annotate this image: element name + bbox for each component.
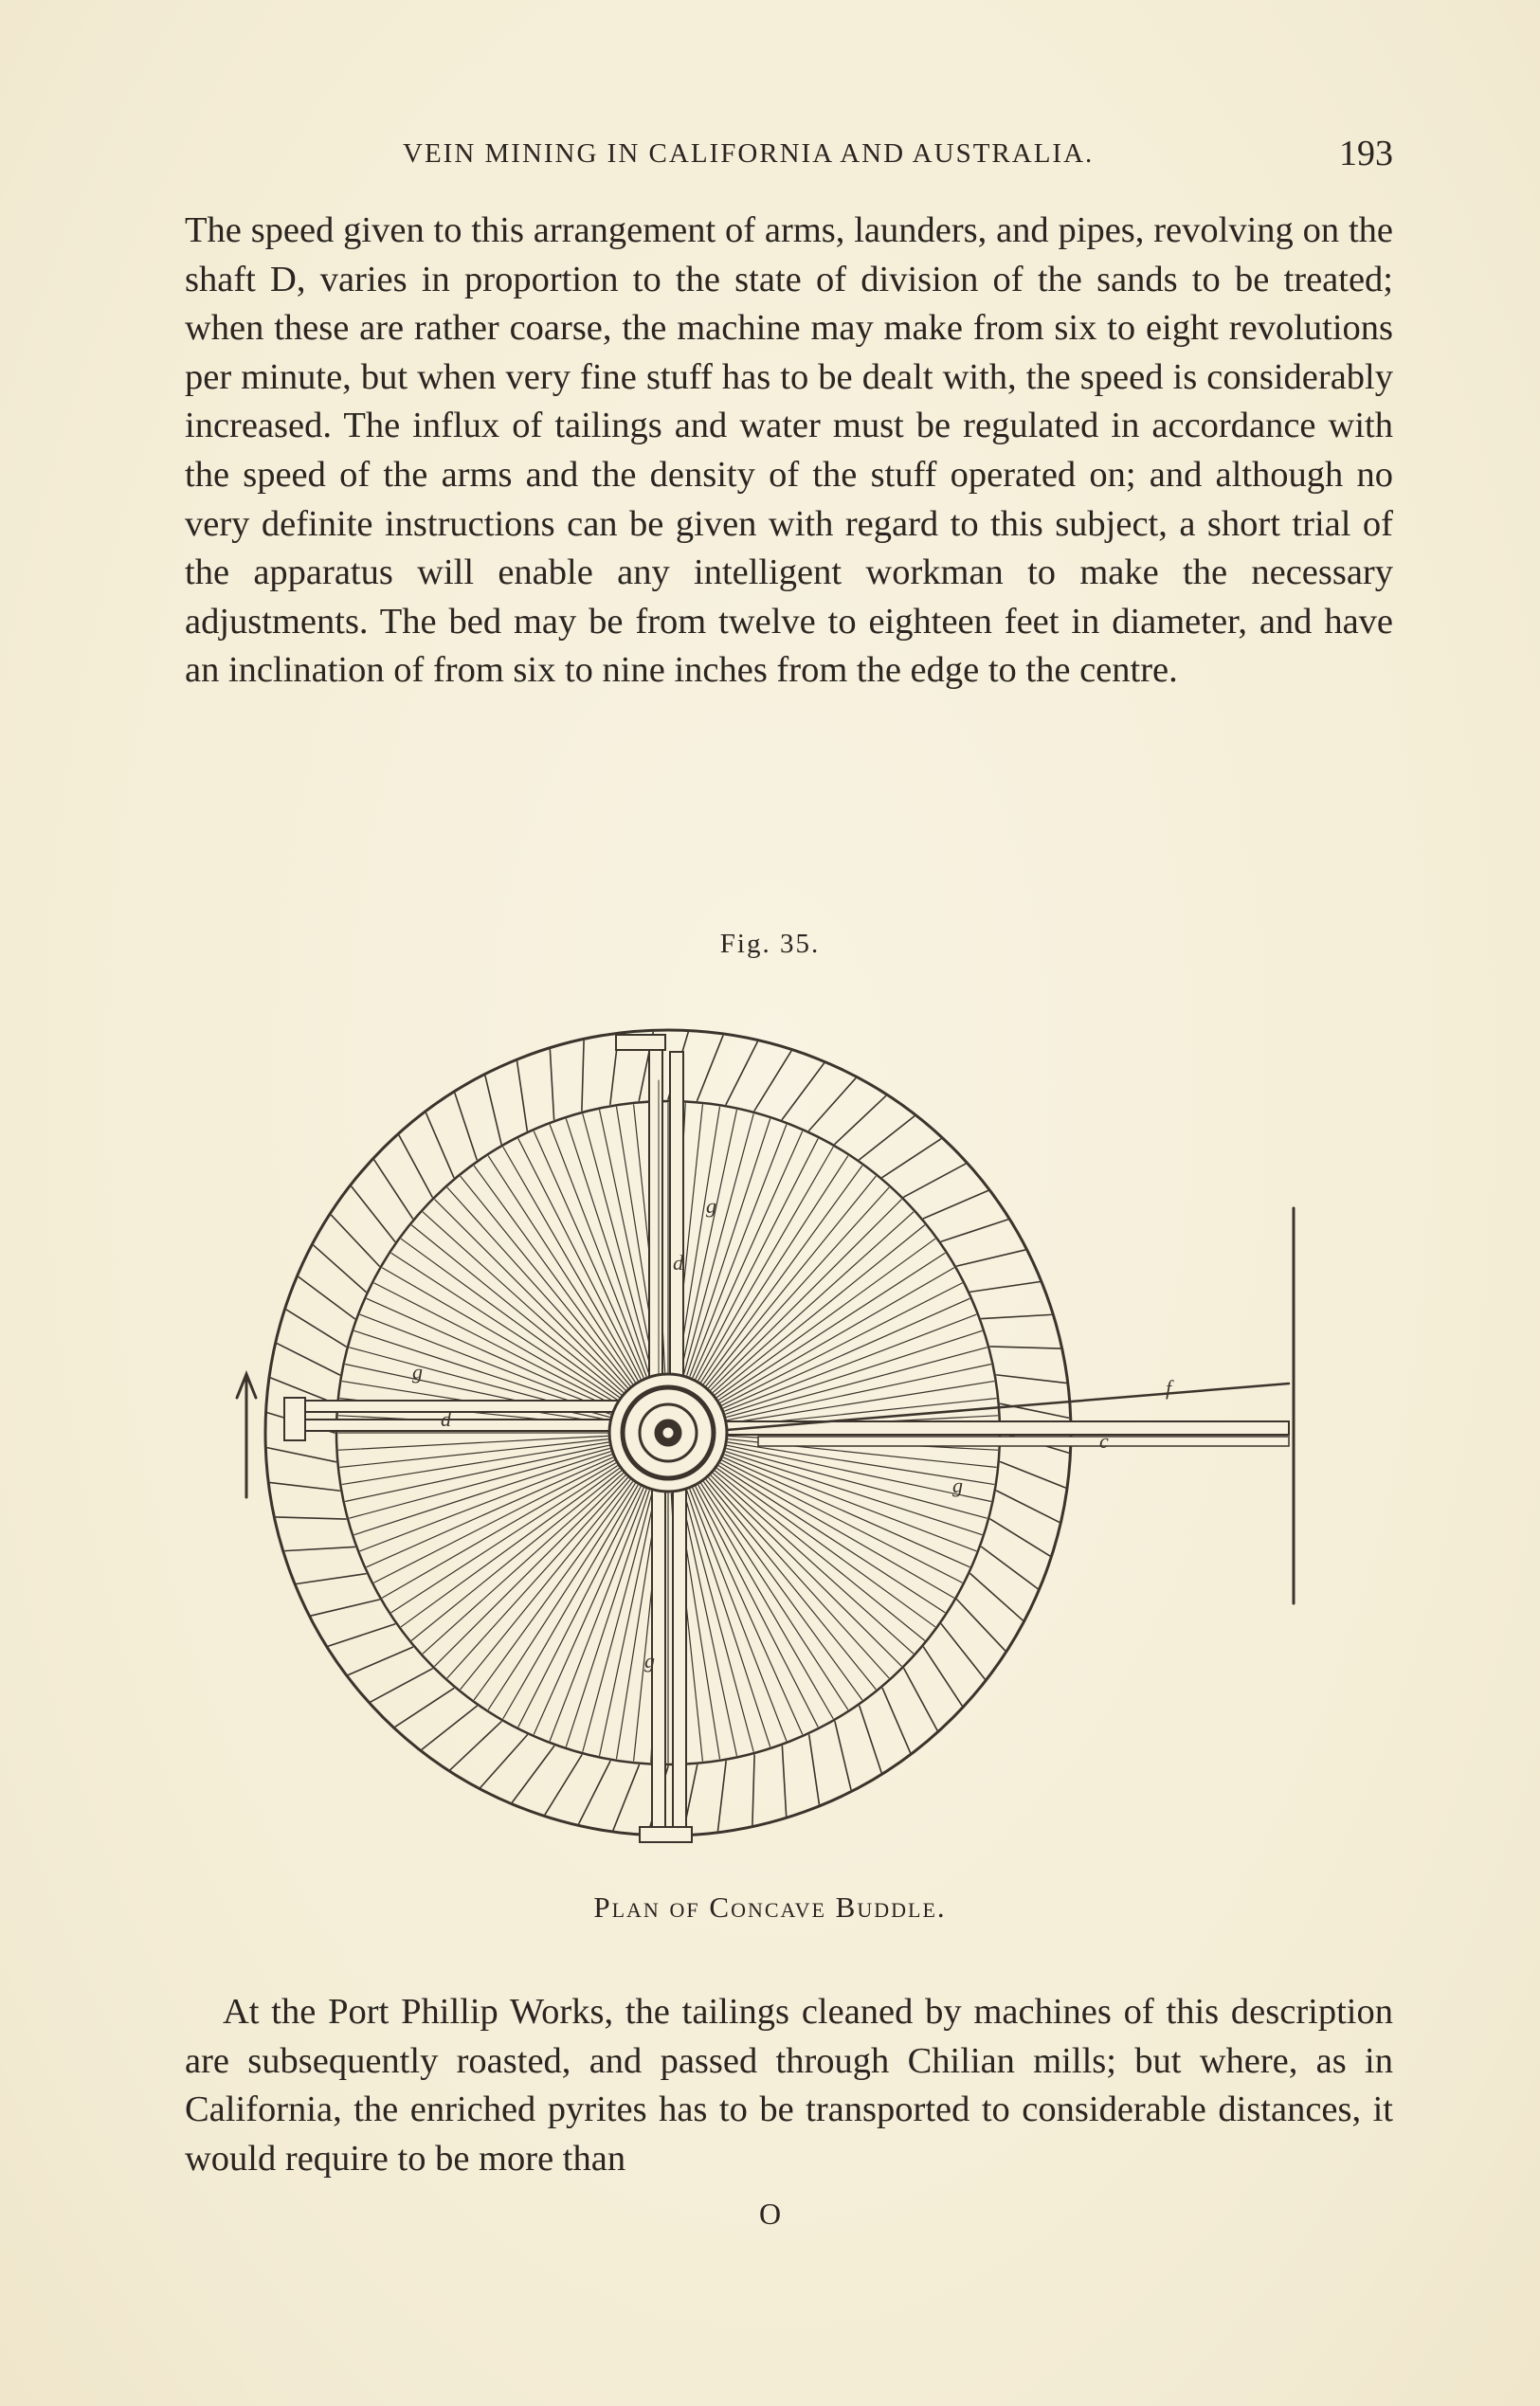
bed-ray-line xyxy=(550,1490,646,1741)
bed-ray-line xyxy=(346,1445,609,1501)
bed-ray-line xyxy=(354,1452,610,1535)
rim-hatch-line xyxy=(485,1076,501,1145)
bed-ray-line xyxy=(690,1490,787,1741)
bed-ray-line xyxy=(726,1452,982,1535)
rim-hatch-line xyxy=(809,1735,820,1804)
rim-hatch-line xyxy=(718,1762,727,1831)
rim-hatch-line xyxy=(860,1116,915,1160)
page-number: 193 xyxy=(1339,134,1393,173)
bed-ray-line xyxy=(684,1492,754,1751)
bed-ray-line xyxy=(719,1466,945,1613)
bed-ray-line xyxy=(693,1488,803,1733)
bed-ray-line xyxy=(684,1114,754,1374)
rim-hatch-line xyxy=(613,1765,639,1830)
rim-hatch-line xyxy=(297,1574,366,1584)
upper-arm xyxy=(616,1035,683,1385)
bed-ray-line xyxy=(350,1449,609,1519)
figure-label: Fig. 35. xyxy=(719,929,821,959)
bed-ray-line xyxy=(401,1469,619,1627)
rim-hatch-line xyxy=(399,1135,432,1197)
bed-ray-line xyxy=(725,1455,976,1551)
bed-ray-line xyxy=(360,1455,611,1551)
rim-hatch-line xyxy=(835,1722,851,1790)
bed-ray-line xyxy=(696,1139,818,1379)
rim-hatch-line xyxy=(835,1096,886,1144)
rim-hatch-line xyxy=(513,1746,554,1802)
rim-hatch-line xyxy=(480,1735,527,1787)
rim-hatch-line xyxy=(374,1160,412,1218)
bed-ray-line xyxy=(435,1475,625,1666)
body-paragraph-2: At the Port Phillip Works, the tailings cleaned by machines of this description are subsequently roasted, and passed through Chilian mills; but where, as in California, the enriched pyrites has to be transported to considerable distances, it would require to be more than xyxy=(185,1992,1393,2179)
rim-hatch-line xyxy=(299,1277,354,1319)
label-d-top: d xyxy=(673,1251,683,1275)
rim-hatch-line xyxy=(990,1347,1060,1348)
rim-hatch-line xyxy=(982,1547,1038,1588)
rim-hatch-line xyxy=(332,1215,379,1266)
rim-hatch-line xyxy=(982,1314,1051,1318)
bed-ray-line xyxy=(719,1253,945,1400)
bed-ray-line xyxy=(687,1119,770,1375)
bed-ray-line xyxy=(600,1492,656,1756)
bed-ray-line xyxy=(488,1484,635,1710)
bed-ray-line xyxy=(727,1348,987,1418)
rim-hatch-line xyxy=(990,1519,1050,1556)
bed-ray-line xyxy=(367,1298,612,1408)
rim-hatch-line xyxy=(352,1186,395,1241)
label-d-left: d xyxy=(441,1407,451,1431)
rim-hatch-line xyxy=(754,1051,791,1111)
bed-ray-line xyxy=(680,1111,736,1374)
rim-hatch-line xyxy=(517,1061,528,1131)
bed-ray-line xyxy=(717,1469,935,1627)
bed-ray-line xyxy=(728,1445,991,1501)
bed-ray-line xyxy=(723,1457,969,1567)
signature-mark: O xyxy=(758,2197,782,2231)
bed-ray-line xyxy=(722,1460,962,1583)
rim-hatch-line xyxy=(904,1164,966,1197)
bed-ray-line xyxy=(488,1156,635,1382)
bed-ray-line xyxy=(706,1480,876,1690)
bed-ray-line xyxy=(722,1283,962,1405)
label-g-bottom: g xyxy=(644,1649,655,1673)
running-title: VEIN MINING IN CALIFORNIA AND AUSTRALIA. xyxy=(403,138,1095,169)
rim-hatch-line xyxy=(752,1755,754,1825)
label-g-left: g xyxy=(412,1360,423,1384)
bed-ray-line xyxy=(401,1239,619,1397)
bed-ray-line xyxy=(711,1200,901,1390)
rim-hatch-line xyxy=(957,1250,1025,1266)
rim-hatch-line xyxy=(286,1310,346,1347)
rim-hatch-line xyxy=(924,1191,988,1219)
bed-ray-line xyxy=(360,1314,611,1411)
bed-ray-line xyxy=(474,1166,632,1384)
bed-ray-line xyxy=(583,1114,653,1374)
bed-ray-line xyxy=(474,1482,632,1700)
bed-ray-line xyxy=(412,1471,622,1640)
bed-ray-line xyxy=(412,1225,622,1395)
label-g-top: g xyxy=(706,1194,716,1218)
rim-hatch-line xyxy=(997,1375,1066,1384)
rim-hatch-line xyxy=(970,1574,1023,1620)
rim-hatch-line xyxy=(395,1689,453,1727)
rim-hatch-line xyxy=(809,1078,856,1131)
bed-ray-line xyxy=(680,1492,736,1756)
label-g-right: g xyxy=(952,1474,963,1497)
bed-ray-line xyxy=(374,1283,614,1405)
bed-ray-line xyxy=(693,1131,803,1377)
bed-ray-line xyxy=(391,1253,617,1400)
rim-hatch-line xyxy=(314,1245,366,1292)
bed-ray-line xyxy=(534,1488,643,1733)
bed-ray-line xyxy=(716,1225,925,1395)
bed-ray-line xyxy=(391,1466,617,1613)
buddle-plan-drawing xyxy=(227,1023,1308,1857)
rim-hatch-line xyxy=(329,1624,395,1646)
label-c-right: c xyxy=(1099,1429,1109,1453)
bed-ray-line xyxy=(711,1475,901,1666)
bed-ray-line xyxy=(717,1239,935,1397)
running-head xyxy=(185,133,1393,180)
rim-hatch-line xyxy=(882,1689,910,1753)
rim-hatch-line xyxy=(970,1282,1040,1293)
bed-ray-line xyxy=(566,1491,649,1746)
label-f-right: f xyxy=(1166,1376,1172,1400)
bed-ray-line xyxy=(704,1166,862,1384)
rim-hatch-line xyxy=(1001,1462,1065,1488)
bed-ray-line xyxy=(727,1449,987,1519)
bed-ray-line xyxy=(701,1484,848,1710)
rim-hatch-line xyxy=(579,1762,610,1824)
figure-caption: Plan of Concave Buddle. xyxy=(593,1890,947,1924)
rim-hatch-line xyxy=(957,1600,1005,1651)
right-arm xyxy=(692,1208,1294,1603)
rim-hatch-line xyxy=(422,1706,477,1749)
bed-ray-line xyxy=(696,1487,818,1727)
bed-ray-line xyxy=(690,1125,787,1376)
rim-hatch-line xyxy=(726,1042,757,1105)
rim-hatch-line xyxy=(270,1483,339,1492)
bed-ray-line xyxy=(550,1125,646,1376)
rim-hatch-line xyxy=(278,1344,340,1375)
rim-hatch-line xyxy=(276,1517,346,1519)
bed-ray-line xyxy=(600,1111,656,1374)
bed-ray-line xyxy=(726,1330,982,1414)
rim-hatch-line xyxy=(924,1647,962,1705)
bed-ray-line xyxy=(701,1156,848,1382)
body-paragraph-1: The speed given to this arrangement of arms, launders, and pipes, revolving on the shaft D, varies in proportion to the state of division of the sands to be treated; when these are rather coarse, the machine may make from six to eight revolutions per minute, but when very fine stuff has to be dealt with, the speed is considerably increased. The influx of tailings and water must be regulated in accordance with the speed of the arms and the density of the stuff operated on; and although no very definite instructions can be given with regard to this subject, a short trial of the apparatus will enable any intelligent workman to make the necessary adjustments. The bed may be from twelve to eighteen feet in diameter, and have an inclination of from six to nine inches from the edge to the centre. xyxy=(185,210,1393,691)
bed-ray-line xyxy=(716,1471,925,1640)
rim-hatch-line xyxy=(941,1220,1007,1241)
rim-hatch-line xyxy=(550,1050,553,1119)
rim-hatch-line xyxy=(450,1722,501,1769)
rim-hatch-line xyxy=(782,1746,786,1816)
central-shaft xyxy=(609,1374,727,1492)
rotation-arrow xyxy=(237,1374,256,1497)
bed-ray-line xyxy=(723,1298,969,1408)
rim-hatch-line xyxy=(349,1647,413,1674)
bed-ray-line xyxy=(704,1482,862,1700)
figure-concave-buddle xyxy=(227,1023,1308,1857)
bed-ray-line xyxy=(534,1131,643,1377)
bed-ray-line xyxy=(583,1492,653,1751)
bed-ray-line xyxy=(725,1314,976,1411)
bed-ray-line xyxy=(687,1491,770,1746)
bed-ray-line xyxy=(461,1480,630,1690)
rim-hatch-line xyxy=(997,1491,1060,1522)
bed-ray-line xyxy=(435,1200,625,1390)
rim-hatch-line xyxy=(582,1040,584,1111)
bed-ray-line xyxy=(518,1139,641,1379)
bed-ray-line xyxy=(461,1177,630,1386)
rim-hatch-line xyxy=(312,1600,380,1616)
rim-hatch-line xyxy=(941,1624,985,1679)
rim-hatch-line xyxy=(455,1094,477,1160)
rim-hatch-line xyxy=(698,1036,723,1100)
rim-hatch-line xyxy=(545,1755,582,1815)
rim-hatch-line xyxy=(426,1113,454,1178)
bed-ray-line xyxy=(566,1119,649,1375)
bed-ray-line xyxy=(518,1487,641,1727)
rim-hatch-line xyxy=(267,1448,335,1462)
bed-ray-line xyxy=(367,1457,612,1567)
bed-ray-line xyxy=(374,1460,614,1583)
rim-hatch-line xyxy=(904,1669,937,1730)
bed-ray-line xyxy=(706,1177,876,1386)
rim-hatch-line xyxy=(371,1669,432,1702)
rim-hatch-line xyxy=(782,1063,824,1119)
rim-hatch-line xyxy=(882,1139,940,1177)
rim-hatch-line xyxy=(860,1706,881,1772)
rim-hatch-line xyxy=(285,1547,354,1550)
